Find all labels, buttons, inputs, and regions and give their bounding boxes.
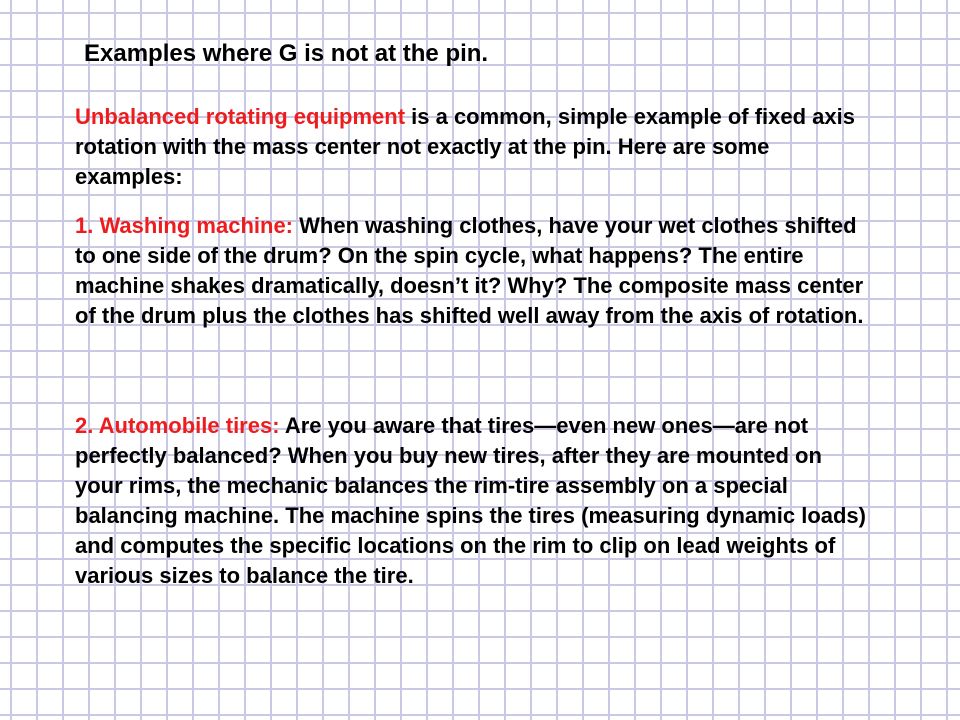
example-2-label: 2. Automobile tires: — [75, 413, 280, 438]
example-washing-machine — [75, 211, 875, 331]
slide-title: Examples where G is not at the pin. — [84, 40, 489, 67]
intro-paragraph — [75, 102, 875, 192]
intro-highlight: Unbalanced rotating equipment — [75, 104, 406, 129]
intro-text: is a common, simple example of fixed axis rotation with the mass center not exactly at the pin. Here are some examples: — [75, 104, 855, 189]
example-1-text: When washing clothes, have your wet clothes shifted to one side of the drum? On the spin cycle, what happens? The entire machine shakes dramatically, doesn’t it? Why? The composite mass center of the drum plus the clothes has shifted well away from the axis of rotation. — [75, 213, 864, 328]
example-1-label: 1. Washing machine: — [75, 213, 294, 238]
example-2-text: Are you aware that tires—even new ones—are not perfectly balanced? When you buy new tires, after they are mounted on your rims, the mechanic balances the rim-tire assembly on a special balancing machine. The machine spins the tires (measuring dynamic loads) and computes the specific locations on the rim to clip on lead weights of various sizes to balance the tire. — [75, 413, 866, 588]
example-automobile-tires — [75, 411, 875, 591]
